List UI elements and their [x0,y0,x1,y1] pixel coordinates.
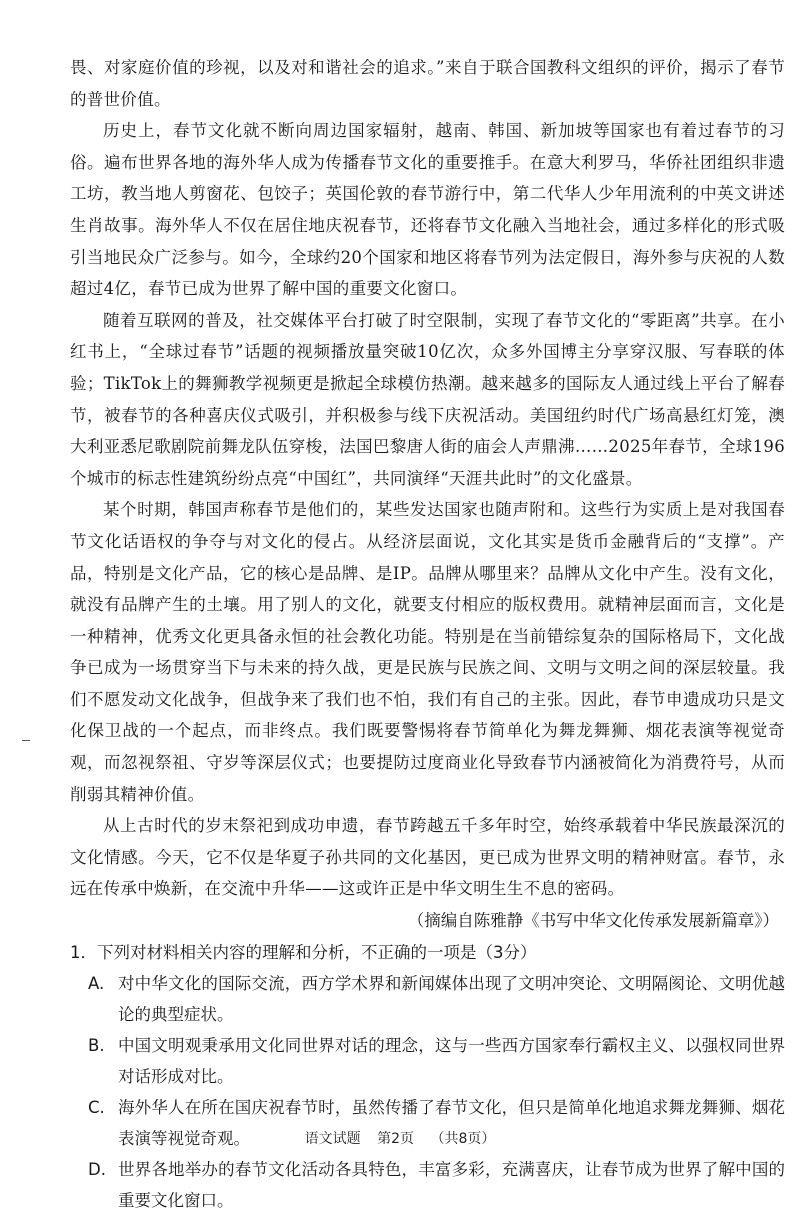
footer-page-total: （共8页） [430,1131,496,1147]
option-letter: A. [88,973,105,993]
option-letter: D. [88,1159,106,1179]
margin-mark [22,740,30,741]
question-stem: 1．下列对材料相关内容的理解和分析，不正确的一项是（3分） [70,942,537,962]
option-d [88,1154,785,1216]
option-text: 海外华人在所在国庆祝春节时，虽然传播了春节文化，但只是简单化地追求舞龙舞狮、烟花表演等视觉奇观。 [118,1097,785,1148]
option-text: 中国文明观秉承用文化同世界对话的理念，这与一些西方国家奉行霸权主义、以强权同世界对话形成对比。 [118,1035,785,1086]
exam-page [70,52,785,1216]
option-letter: C. [88,1097,105,1117]
page-footer [0,1128,800,1148]
article-paragraph-5: 从上古时代的岁末祭祀到成功申遗，春节跨越五千多年时空，始终承载着中华民族最深沉的文化情感。今天，它不仅是华夏子孙共同的文化基因，更已成为世界文明的精神财富。春节，永远在传承中焕新，在交流中升华——这或许正是中华文明生生不息的密码。 [70,816,785,899]
option-text: 对中华文化的国际交流，西方学术界和新闻媒体出现了文明冲突论、文明隔阂论、文明优越论的典型症状。 [118,973,785,1024]
option-b [88,1030,785,1092]
footer-page-number: 第2页 [377,1131,414,1147]
option-a [88,968,785,1030]
article-paragraph-3: 随着互联网的普及，社交媒体平台打破了时空限制，实现了春节文化的“零距离”共享。在小红书上，“全球过春节”话题的视频播放量突破10亿次，众多外国博主分享穿汉服、写春联的体验；TikTok上的舞狮教学视频更是掀起全球模仿热潮。越来越多的国际友人通过线上平台了解春节，被春节的各种喜庆仪式吸引，并积极参与线下庆祝活动。美国纽约时代广场高悬红灯笼，澳大利亚悉尼歌剧院前舞龙队伍穿梭，法国巴黎唐人街的庙会人声鼎沸……2025年春节，全球196个城市的标志性建筑纷纷点亮“中国红”，共同演绎“天涯共此时”的文化盛景。 [70,310,785,488]
footer-subject: 语文试题 [304,1131,361,1147]
article-paragraph-4: 某个时期，韩国声称春节是他们的，某些发达国家也随声附和。这些行为实质上是对我国春节文化话语权的争夺与对文化的侵占。从经济层面说，文化其实是货币金融背后的“支撑”。产品，特别是文化产品，它的核心是品牌、是IP。品牌从哪里来？品牌从文化中产生。没有文化，就没有品牌产生的土壤。用了别人的文化，就要支付相应的版权费用。就精神层面而言，文化是一种精神，优秀文化更具备永恒的社会教化功能。特别是在当前错综复杂的国际格局下，文化战争已成为一场贯穿当下与未来的持久战，更是民族与民族之间、文明与文明之间的深层较量。我们不愿发动文化战争，但战争来了我们也不怕，我们有自己的主张。因此，春节申遗成功只是文化保卫战的一个起点，而非终点。我们既要警惕将春节简单化为舞龙舞狮、烟花表演等视觉奇观，而忽视祭祖、守岁等深层仪式；也要提防过度商业化导致春节内涵被简化为消费符号，从而削弱其精神价值。 [70,500,785,804]
article-paragraph-1: 畏、对家庭价值的珍视，以及对和谐社会的追求。”来自于联合国教科文组织的评价，揭示了春节的普世价值。 [70,58,785,109]
option-letter: B. [88,1035,105,1055]
option-text: 世界各地举办的春节文化活动各具特色，丰富多彩，充满喜庆，让春节成为世界了解中国的重要文化窗口。 [118,1159,785,1210]
article-paragraph-2: 历史上，春节文化就不断向周边国家辐射，越南、韩国、新加坡等国家也有着过春节的习俗。遍布世界各地的海外华人成为传播春节文化的重要推手。在意大利罗马，华侨社团组织非遗工坊，教当地人剪窗花、包饺子；英国伦敦的春节游行中，第二代华人少年用流利的中英文讲述生肖故事。海外华人不仅在居住地庆祝春节，还将春节文化融入当地社会，通过多样化的形式吸引当地民众广泛参与。如今，全球约20个国家和地区将春节列为法定假日，海外参与庆祝的人数超过4亿，春节已成为世界了解中国的重要文化窗口。 [70,121,785,299]
article-source: （摘编自陈雅静《书写中华文化传承发展新篇章》） [407,911,779,931]
